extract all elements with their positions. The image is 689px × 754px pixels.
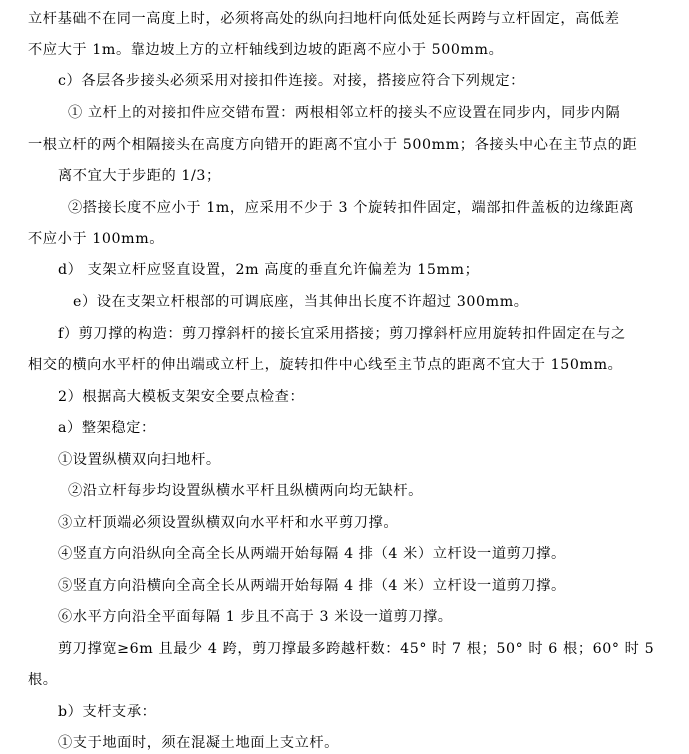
text-line-20: ⑥水平方向沿全平面每隔 1 步且不高于 3 米设一道剪刀撑。 bbox=[58, 609, 453, 625]
text-line-12: 相交的横向水平杆的伸出端或立杆上，旋转扣件中心线至主节点的距离不宜大于 150mm。 bbox=[28, 357, 623, 373]
text-line-18: ④竖直方向沿纵向全高全长从两端开始每隔 4 排（4 米）立杆设一道剪刀撑。 bbox=[58, 546, 566, 562]
text-line-13: 2）根据高大模板支架安全要点检查： bbox=[58, 389, 305, 405]
text-line-24: ①支于地面时，须在混凝土地面上支立杆。 bbox=[58, 735, 339, 751]
text-line-8: 不应小于 100mm。 bbox=[28, 231, 165, 247]
text-line-14: a）整架稳定： bbox=[58, 420, 156, 436]
text-line-21: 剪刀撑宽≥6m 且最少 4 跨，剪刀撑最多跨越杆数：45° 时 7 根；50° 时 6 根；60° 时 5 bbox=[58, 641, 655, 657]
text-line-3: c）各层各步接头必须采用对接扣件连接。对接，搭接应符合下列规定： bbox=[58, 73, 525, 89]
text-line-23: b）支杆支承： bbox=[58, 704, 157, 720]
text-line-2: 不应大于 1m。靠边坡上方的立杆轴线到边坡的距离不应小于 500mm。 bbox=[28, 42, 504, 58]
text-line-22: 根。 bbox=[28, 672, 58, 688]
text-line-7: ②搭接长度不应小于 1m，应采用不少于 3 个旋转扣件固定，端部扣件盖板的边缘距离 bbox=[68, 200, 635, 216]
text-line-15: ①设置纵横双向扫地杆。 bbox=[58, 452, 221, 468]
text-line-5: 一根立杆的两个相隔接头在高度方向错开的距离不宜小于 500mm；各接头中心在主节点的距 bbox=[28, 137, 638, 153]
text-line-6: 离不宜大于步距的 1/3； bbox=[58, 168, 221, 184]
text-line-11: f）剪刀撑的构造：剪刀撑斜杆的接长宜采用搭接；剪刀撑斜杆应用旋转扣件固定在与之 bbox=[58, 326, 626, 342]
text-line-4: ① 立杆上的对接扣件应交错布置：两根相邻立杆的接头不应设置在同步内，同步内隔 bbox=[68, 105, 621, 121]
text-line-19: ⑤竖直方向沿横向全高全长从两端开始每隔 4 排（4 米）立杆设一道剪刀撑。 bbox=[58, 578, 566, 594]
text-line-9: d） 支架立杆应竖直设置，2m 高度的垂直允许偏差为 15mm； bbox=[58, 262, 480, 278]
text-line-16: ②沿立杆每步均设置纵横水平杆且纵横两向均无缺杆。 bbox=[68, 483, 423, 499]
text-line-10: e）设在支架立杆根部的可调底座，当其伸出长度不许超过 300mm。 bbox=[73, 294, 529, 310]
text-line-1: 立杆基础不在同一高度上时，必须将高处的纵向扫地杆向低处延长两跨与立杆固定，高低差 bbox=[28, 11, 620, 27]
text-line-17: ③立杆顶端必须设置纵横双向水平杆和水平剪刀撑。 bbox=[58, 515, 399, 531]
